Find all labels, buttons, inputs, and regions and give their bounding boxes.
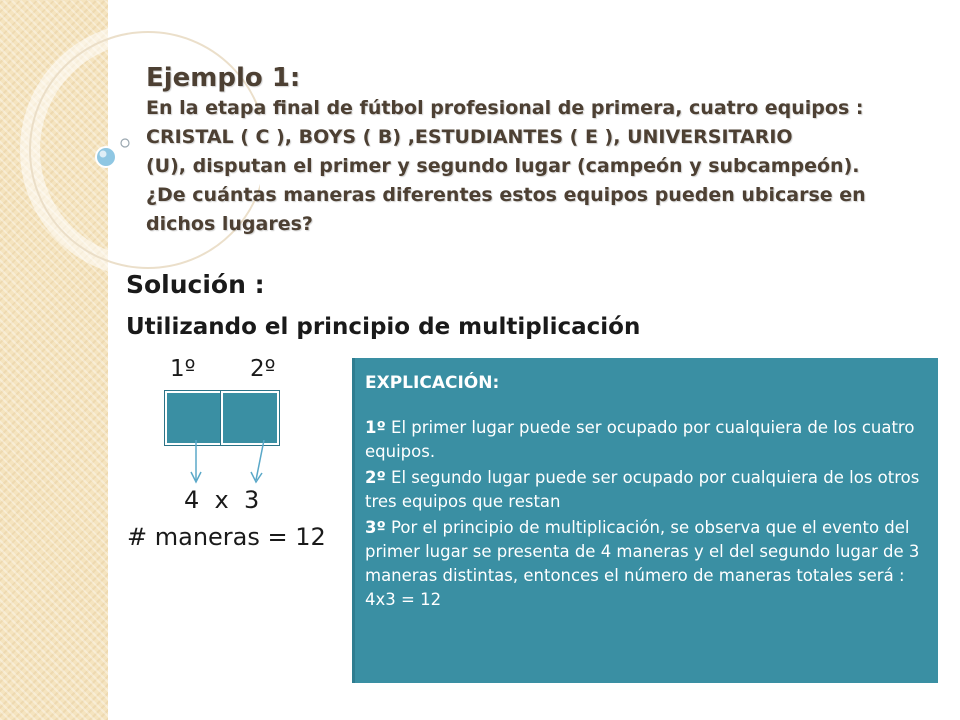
explanation-box (352, 358, 938, 683)
explanation-item-text: El primer lugar puede ser ocupado por cualquiera de los cuatro equipos. (365, 418, 915, 461)
statement-line: ¿De cuántas maneras diferentes estos equipos pueden ubicarse en (146, 184, 866, 206)
explanation-item-number: 2º (365, 468, 386, 487)
problem-statement (146, 62, 886, 239)
solution-heading: Solución : (126, 270, 265, 299)
arrows (180, 440, 280, 486)
explanation-item-text: Por el principio de multiplicación, se observa que el evento del primer lugar se presenta de 4 maneras y el del segundo lugar de 3 maneras distintas, entonces el número de maneras totales será : 4x3 = 12 (365, 518, 920, 609)
solution-subheading: Utilizando el principio de multiplicación (126, 314, 641, 340)
explanation-item (365, 416, 928, 464)
explanation-item (365, 466, 928, 514)
explanation-item-number: 3º (365, 518, 386, 537)
result: # maneras = 12 (127, 523, 326, 551)
statement-line: (U), disputan el primer y segundo lugar (campeón y subcampeón). (146, 155, 860, 177)
second-place-box (221, 391, 279, 445)
statement-line: dichos lugares? (146, 213, 313, 235)
calculation: 4 x 3 (184, 486, 260, 514)
statement-line: CRISTAL ( C ), BOYS ( B) ,ESTUDIANTES ( E ), UNIVERSITARIO (146, 126, 793, 148)
first-arrow-icon (191, 440, 201, 482)
statement-line: En la etapa final de fútbol profesional de primera, cuatro equipos : (146, 97, 864, 119)
second-place-label: 2º (250, 356, 276, 382)
explanation-item-number: 1º (365, 418, 386, 437)
first-place-box (165, 391, 223, 445)
example-heading: Ejemplo 1: (146, 63, 301, 93)
explanation-item (365, 516, 928, 612)
first-place-label: 1º (170, 356, 196, 382)
explanation-item-text: El segundo lugar puede ser ocupado por cualquiera de los otros tres equipos que restan (365, 468, 920, 511)
explanation-heading: EXPLICACIÓN: (365, 373, 500, 393)
second-arrow-icon (251, 440, 264, 482)
